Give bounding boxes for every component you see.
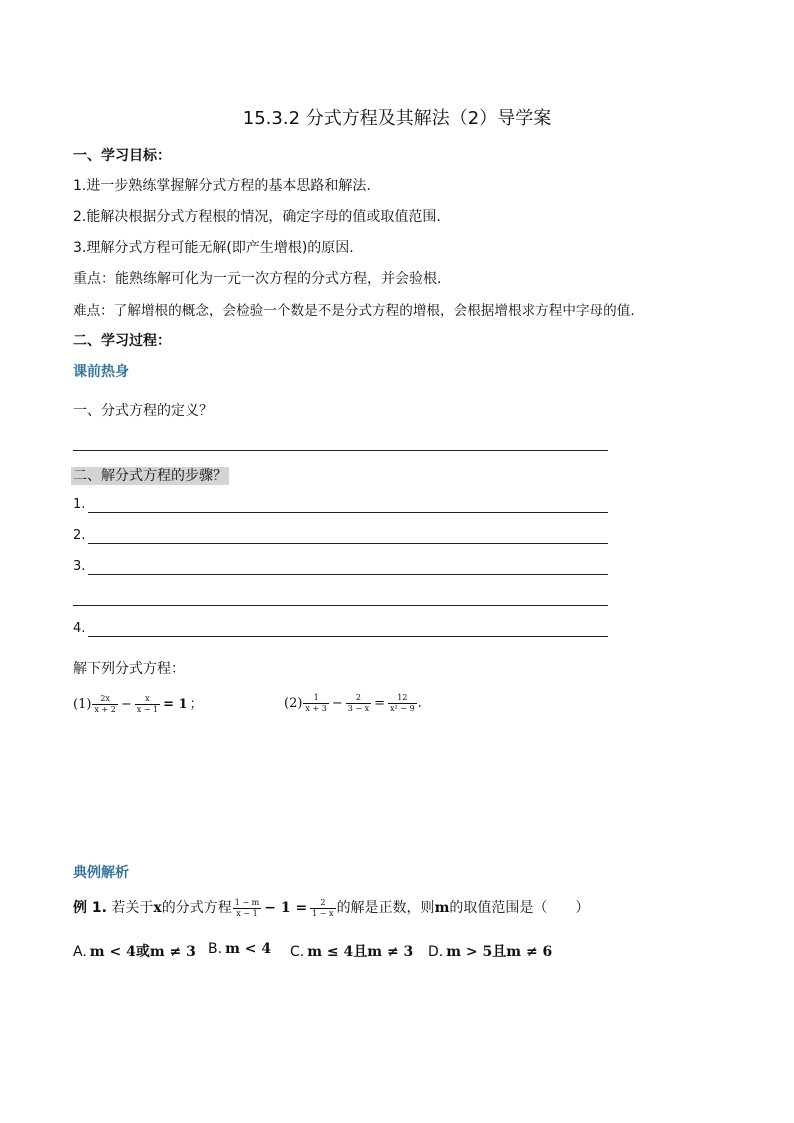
key-point: 重点：能熟练解可化为一元一次方程的分式方程，并会验根. <box>73 271 442 287</box>
fraction: $\frac{2}{3 - x}$ <box>347 693 370 713</box>
fraction: $\frac{12}{\text{x² − 9}}$ <box>390 693 415 713</box>
answer-line <box>88 543 608 544</box>
warmup-tag: 课前热身 <box>73 364 129 380</box>
goal-1: 1.进一步熟练掌握解分式方程的基本思路和解法. <box>73 178 371 194</box>
question-steps <box>71 465 229 485</box>
step-number-4: 4. <box>73 621 86 636</box>
answer-line <box>73 450 608 451</box>
page-title: 15.3.2 分式方程及其解法（2）导学案 <box>242 108 552 129</box>
practice-intro: 解下列分式方程： <box>73 661 185 677</box>
step-number-2: 2. <box>73 528 86 543</box>
equation-label: (2) <box>284 696 303 711</box>
example-label: 例 1. <box>73 900 107 916</box>
highlighted-question: 二、解分式方程的步骤？ <box>73 468 227 484</box>
fraction: $\frac{2}{1 - x}$ <box>312 897 334 918</box>
example-1: 例 1. 若关于x的分式方程 $\frac{1 - m}{x - 1}$ − 1 = $\frac{2}{1 - x}$ 的解是正数，则m的取值范围是（ ） <box>73 897 590 918</box>
answer-line <box>88 574 608 575</box>
question-definition: 一、分式方程的定义？ <box>73 403 213 419</box>
examples-tag: 典例解析 <box>73 865 129 881</box>
equation-2: (2) $\frac{1}{x + 3}$ − $\frac{2}{3 - x}$ = $\frac{12}{\text{x² − 9}}$ . <box>284 693 422 713</box>
goal-3: 3.理解分式方程可能无解(即产生增根)的原因. <box>73 240 354 256</box>
goal-2: 2.能解决根据分式方程根的情况，确定字母的值或取值范围. <box>73 209 441 225</box>
fraction: $\frac{1}{x + 3}$ <box>305 693 327 713</box>
option-c: C. m ≤ 4且m ≠ 3 <box>290 944 414 960</box>
fraction: $\frac{1 - m}{x - 1}$ <box>234 897 260 918</box>
fraction: $\frac{x}{x - 1}$ <box>136 694 159 714</box>
fraction: $\frac{2x}{x + 2}$ <box>94 694 116 714</box>
option-b: B. m < 4 <box>208 941 272 957</box>
step-number-1: 1. <box>73 497 86 512</box>
option-a: A. m < 4或m ≠ 3 <box>73 944 196 960</box>
answer-line <box>73 605 608 606</box>
equation-label: (1) <box>73 697 92 712</box>
option-d: D. m > 5且m ≠ 6 <box>428 944 553 960</box>
step-number-3: 3. <box>73 559 86 574</box>
answer-line <box>88 636 608 637</box>
answer-line <box>88 512 608 513</box>
section-heading-process: 二、学习过程： <box>73 333 171 349</box>
difficulty: 难点：了解增根的概念，会检验一个数是不是分式方程的增根，会根据增根求方程中字母的值. <box>73 303 635 319</box>
equation-1: (1) $\frac{2x}{x + 2}$ − $\frac{x}{x - 1}$ = 1 ； <box>73 694 203 714</box>
section-heading-goals: 一、学习目标： <box>73 148 171 164</box>
